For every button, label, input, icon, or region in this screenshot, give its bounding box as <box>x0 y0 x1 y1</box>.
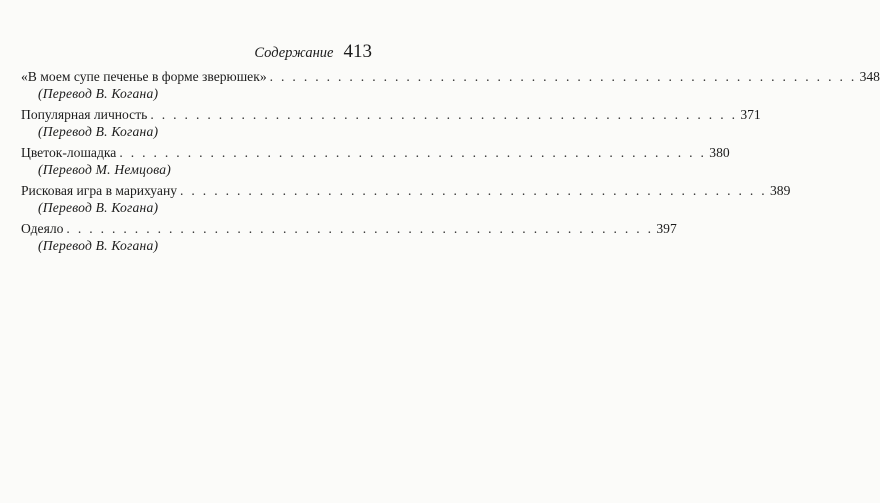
toc-entry-translator: (Перевод В. Когана) <box>38 238 159 253</box>
toc-entry-title: Одеяло <box>21 221 64 236</box>
dot-leader: . . . . . . . . . . . . . . . . . . . . . . . . . . . . . . . . . . . . . . . . . . . . . . . . . . . . <box>269 69 857 84</box>
toc-entry <box>21 144 730 178</box>
toc-entry-title: Цветок-лошадка <box>21 145 117 160</box>
toc-entry-line <box>21 182 791 199</box>
dot-leader: . . . . . . . . . . . . . . . . . . . . . . . . . . . . . . . . . . . . . . . . . . . . . . . . . . . . <box>150 107 738 122</box>
toc-entry-line <box>21 220 677 237</box>
table-of-contents <box>21 68 880 258</box>
toc-entry-title: «В моем супе печенье в форме зверюшек» <box>21 69 267 84</box>
dot-leader: . . . . . . . . . . . . . . . . . . . . . . . . . . . . . . . . . . . . . . . . . . . . . . . . . . . . <box>119 145 707 160</box>
toc-entry <box>21 182 791 216</box>
toc-entry-translator: (Перевод В. Когана) <box>38 86 159 101</box>
toc-entry-title: Рисковая игра в марихуану <box>21 183 178 198</box>
toc-entry <box>21 220 677 254</box>
toc-entry <box>21 68 880 102</box>
dot-leader: . . . . . . . . . . . . . . . . . . . . . . . . . . . . . . . . . . . . . . . . . . . . . . . . . . . . <box>180 183 767 198</box>
toc-entry-title: Популярная личность <box>21 107 148 122</box>
toc-entry-page: 371 <box>740 107 761 122</box>
page-number: 413 <box>343 41 372 62</box>
toc-entry-line <box>21 106 761 123</box>
toc-entry-translator: (Перевод В. Когана) <box>38 200 159 215</box>
toc-entry-page: 348 <box>859 69 880 84</box>
running-head <box>254 41 372 63</box>
dot-leader: . . . . . . . . . . . . . . . . . . . . . . . . . . . . . . . . . . . . . . . . . . . . . . . . . . . . <box>66 221 654 236</box>
section-title: Содержание <box>254 45 334 61</box>
toc-entry-page: 397 <box>656 221 677 236</box>
toc-entry <box>21 106 761 140</box>
toc-entry-page: 380 <box>709 145 730 160</box>
toc-entry-translator: (Перевод В. Когана) <box>38 124 159 139</box>
toc-entry-translator: (Перевод М. Немцова) <box>38 162 172 177</box>
toc-entry-page: 389 <box>769 183 791 198</box>
toc-entry-line <box>21 144 730 161</box>
toc-entry-line <box>21 68 880 85</box>
